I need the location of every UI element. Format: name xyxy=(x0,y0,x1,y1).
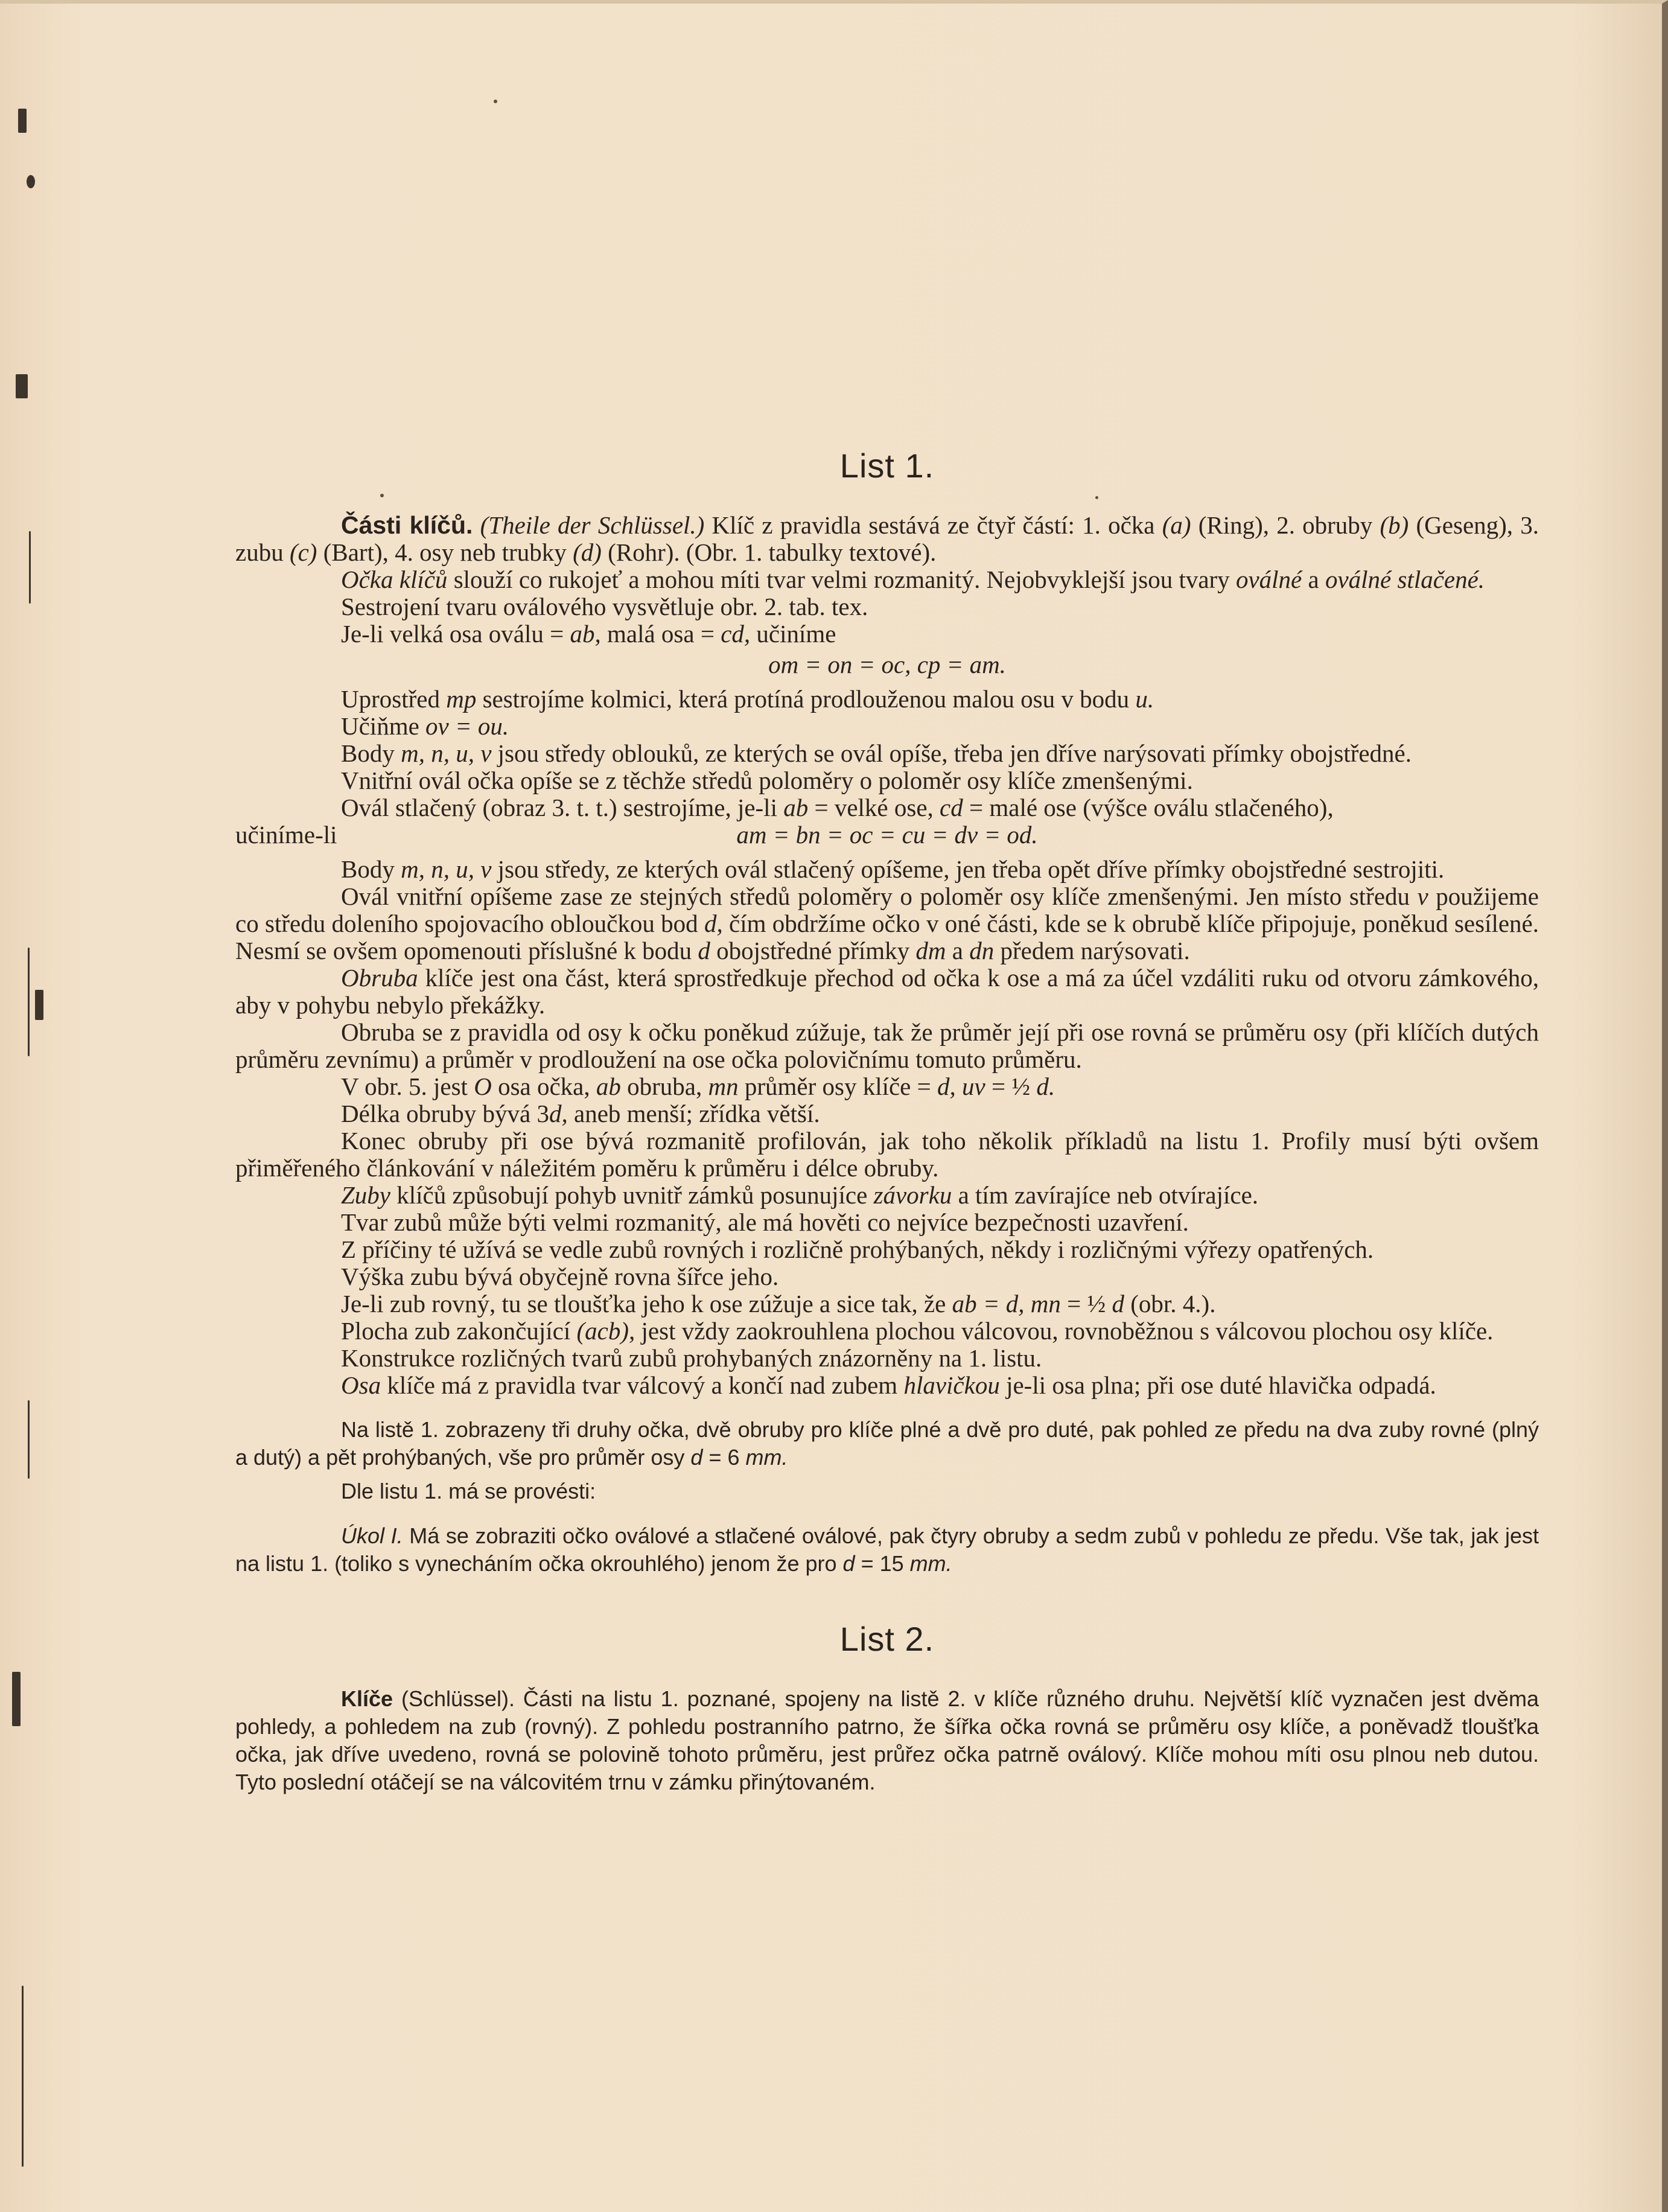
binding-mark xyxy=(16,374,28,398)
list1-heading: List 1. xyxy=(839,447,935,485)
binding-mark xyxy=(28,1400,30,1479)
binding-mark xyxy=(35,990,43,1020)
binding-mark xyxy=(29,531,31,604)
paragraph: Tvar zubů může býti velmi rozmanitý, ale má hověti co nejvíce bezpečnosti uzavření. xyxy=(341,1208,1189,1236)
small-paragraph: Dle listu 1. má se provésti: xyxy=(341,1479,596,1503)
paragraph: Ovál stlačený (obraz 3. t. t.) sestrojíme, je-li ab = velké ose, cd = malé ose (výšce oválu stlačeného), xyxy=(341,794,1334,821)
paragraph: Z příčiny té užívá se vedle zubů rovných i rozličně prohýbaných, někdy i rozličnými výřezy opatřených. xyxy=(341,1235,1374,1263)
paragraph: Výška zubu bývá obyčejně rovna šířce jeho. xyxy=(341,1263,779,1290)
document-body xyxy=(235,447,1539,1796)
paragraph: Části klíčů. (Theile der Schlüssel.) Klíč z pravidla sestává ze čtyř částí: 1. očka (a) (Ring), 2. obruby (b) (Geseng), 3. zubu (c) (Bart), 4. osy neb trubky (d) (Rohr). (Obr. 1. tabulky textové). xyxy=(235,511,1539,566)
paragraph: Učiňme ov = ou. xyxy=(341,712,509,740)
paragraph: Délka obruby bývá 3d, aneb menší; zřídka větší. xyxy=(341,1100,820,1127)
small-paragraph: Na listě 1. zobrazeny tři druhy očka, dvě obruby pro klíče plné a dvě pro duté, pak pohled ze předu na dva zuby rovné (plný a dutý) a pět prohýbaných, vše pro průměr osy d = 6 mm. xyxy=(235,1417,1539,1470)
paragraph: Uprostřed mp sestrojíme kolmici, která protíná prodlouženou malou osu v bodu u. xyxy=(341,685,1154,713)
paragraph: Osa klíče má z pravidla tvar válcový a končí nad zubem hlavičkou je-li osa plna; při ose duté hlavička odpadá. xyxy=(341,1371,1436,1399)
paragraph: Zuby klíčů způsobují pohyb uvnitř zámků posunujíce závorku a tím zavírajíce neb otvírajíce. xyxy=(341,1181,1259,1209)
binding-mark xyxy=(27,175,35,188)
formula: am = bn = oc = cu = dv = od. xyxy=(736,821,1038,849)
binding-mark xyxy=(22,1986,24,2167)
paragraph: Konstrukce rozličných tvarů zubů prohybaných znázorněny na 1. listu. xyxy=(341,1344,1042,1372)
paragraph: Obruba se z pravidla od osy k očku poněkud zúžuje, tak že průměr její při ose rovná se průměru osy (při klíčích dutých průměru zevnímu) a průměr v prodloužení na ose očka polovičnímu tomuto průměru. xyxy=(235,1018,1539,1073)
paragraph: Plocha zub zakončující (acb), jest vždy zaokrouhlena plochou válcovou, rovnoběžnou s válcovou plochou osy klíče. xyxy=(341,1317,1494,1345)
task-paragraph: Úkol I. Má se zobraziti očko oválové a stlačené oválové, pak čtyry obruby a sedm zubů v pohledu ze předu. Vše tak, jak jest na listu 1. (toliko s vynecháním očka okrouhlého) jenom že pro d = 15 mm. xyxy=(235,1523,1539,1576)
paragraph: Sestrojení tvaru oválového vysvětluje obr. 2. tab. tex. xyxy=(341,593,868,620)
paragraph: Klíče (Schlüssel). Části na listu 1. poznané, spojeny na listě 2. v klíče různého druhu. Největší klíč vyznačen jest dvěma pohledy, a pohledem na zub (rovný). Z pohledu postranního patrno, že šířka očka rovná se průměru osy klíče, a poněvadž tloušťka očka, jak dříve uvedeno, rovná se polovině tohoto průměru, jest průřez očka patrně oválový. Klíče mohou míti osu plnou neb dutou. Tyto poslední otáčejí se na válcovitém trnu v zámku přinýtovaném. xyxy=(235,1686,1539,1794)
speck xyxy=(494,100,497,103)
paragraph: Konec obruby při ose bývá rozmanitě profilován, jak toho několik příkladů na listu 1. Profily musí býti ovšem přiměřeného článkování v náležitém poměru k průměru i délce obruby. xyxy=(235,1127,1539,1182)
binding-mark xyxy=(12,1672,21,1726)
binding-mark xyxy=(18,109,27,133)
list2-heading: List 2. xyxy=(839,1620,935,1658)
paragraph: Je-li velká osa oválu = ab, malá osa = cd, učiníme xyxy=(341,620,836,648)
paragraph: Vnitřní ovál očka opíše se z těchže středů poloměry o poloměr osy klíče zmenšenými. xyxy=(341,767,1193,794)
paragraph: Ovál vnitřní opíšeme zase ze stejných středů poloměry o poloměr osy klíče zmenšenými. Jen místo středu v použijeme co středu doleního spojovacího obloučkou bod d, čím obdržíme očko v oné části, kde se k obrubě klíče připojuje, poněkud sesílené. Nesmí se ovšem opomenouti příslušné k bodu d obojstředné přímky dm a dn předem narýsovati. xyxy=(235,882,1539,964)
paragraph: V obr. 5. jest O osa očka, ab obruba, mn průměr osy klíče = d, uv = ½ d. xyxy=(341,1073,1055,1100)
paragraph: Body m, n, u, v jsou středy, ze kterých ovál stlačený opíšeme, jen třeba opět dříve přímky obojstředné sestrojiti. xyxy=(341,855,1445,883)
paragraph: Očka klíčů slouží co rukojeť a mohou míti tvar velmi rozmanitý. Nejobvyklejší jsou tvary oválné a oválné stlačené. xyxy=(341,566,1485,593)
binding-mark xyxy=(28,948,30,1056)
paragraph: Body m, n, u, v jsou středy oblouků, ze kterých se ovál opíše, třeba jen dříve narýsovati přímky obojstředné. xyxy=(341,739,1412,767)
paragraph: Obruba klíče jest ona část, která sprostředkuje přechod od očka k ose a má za účel vzdáliti ruku od otvoru zámkového, aby v pohybu nebylo překážky. xyxy=(235,964,1539,1019)
paragraph: Je-li zub rovný, tu se tloušťka jeho k ose zúžuje a sice tak, že ab = d, mn = ½ d (obr. 4.). xyxy=(341,1290,1216,1318)
formula: om = on = oc, cp = am. xyxy=(768,651,1006,678)
formula-line: učiníme-li am = bn = oc = cu = dv = od. xyxy=(235,821,1539,849)
